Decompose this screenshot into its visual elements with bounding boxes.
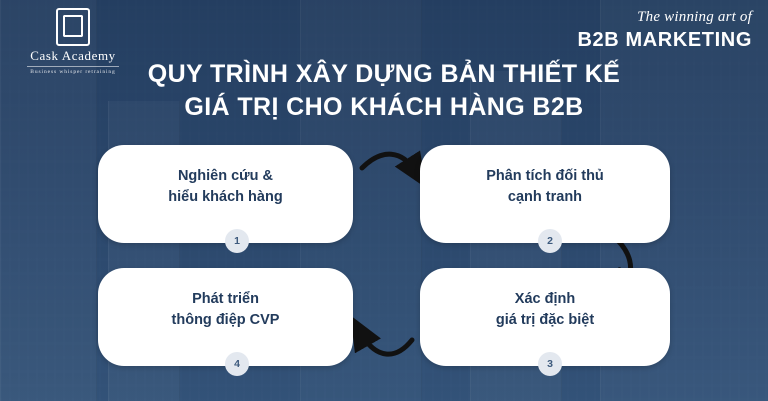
page-title-line2: GIÁ TRỊ CHO KHÁCH HÀNG B2B <box>184 92 584 121</box>
brand-tagline-bottom: B2B MARKETING <box>577 28 752 51</box>
step-badge-1: 1 <box>225 229 249 253</box>
logo-name: Cask Academy <box>30 48 116 63</box>
step-1-line1: Nghiên cứu & <box>177 167 274 184</box>
process-step-text-1 <box>152 166 298 222</box>
page-title-line1: QUY TRÌNH XÂY DỰNG BẢN THIẾT KẾ <box>147 60 621 88</box>
arrow-step1-to-step2 <box>362 154 416 172</box>
process-step-text-4 <box>156 289 296 345</box>
step-4-line2: thông điệp CVP <box>171 312 280 328</box>
step-badge-2: 2 <box>538 229 562 253</box>
process-step-text-2 <box>470 166 620 222</box>
step-badge-3: 3 <box>538 352 562 376</box>
process-step-card-1[interactable] <box>98 145 353 243</box>
process-step-card-2[interactable] <box>420 145 670 243</box>
arrow-step3-to-step4 <box>360 332 412 354</box>
step-2-line2: cạnh tranh <box>507 189 583 205</box>
step-badge-4: 4 <box>225 352 249 376</box>
step-2-line1: Phân tích đối thủ <box>486 167 604 184</box>
step-1-line2: hiểu khách hàng <box>168 189 283 205</box>
process-step-card-3[interactable] <box>420 268 670 366</box>
process-step-card-4[interactable] <box>98 268 353 366</box>
step-4-line1: Phát triển <box>192 290 259 307</box>
logo-tagline: Business whisper retraining <box>30 69 116 76</box>
process-step-text-3 <box>480 289 610 345</box>
brand-tagline-top: The winning art of <box>637 9 752 25</box>
step-3-line1: Xác định <box>514 290 576 307</box>
step-3-line2: giá trị đặc biệt <box>495 312 595 328</box>
